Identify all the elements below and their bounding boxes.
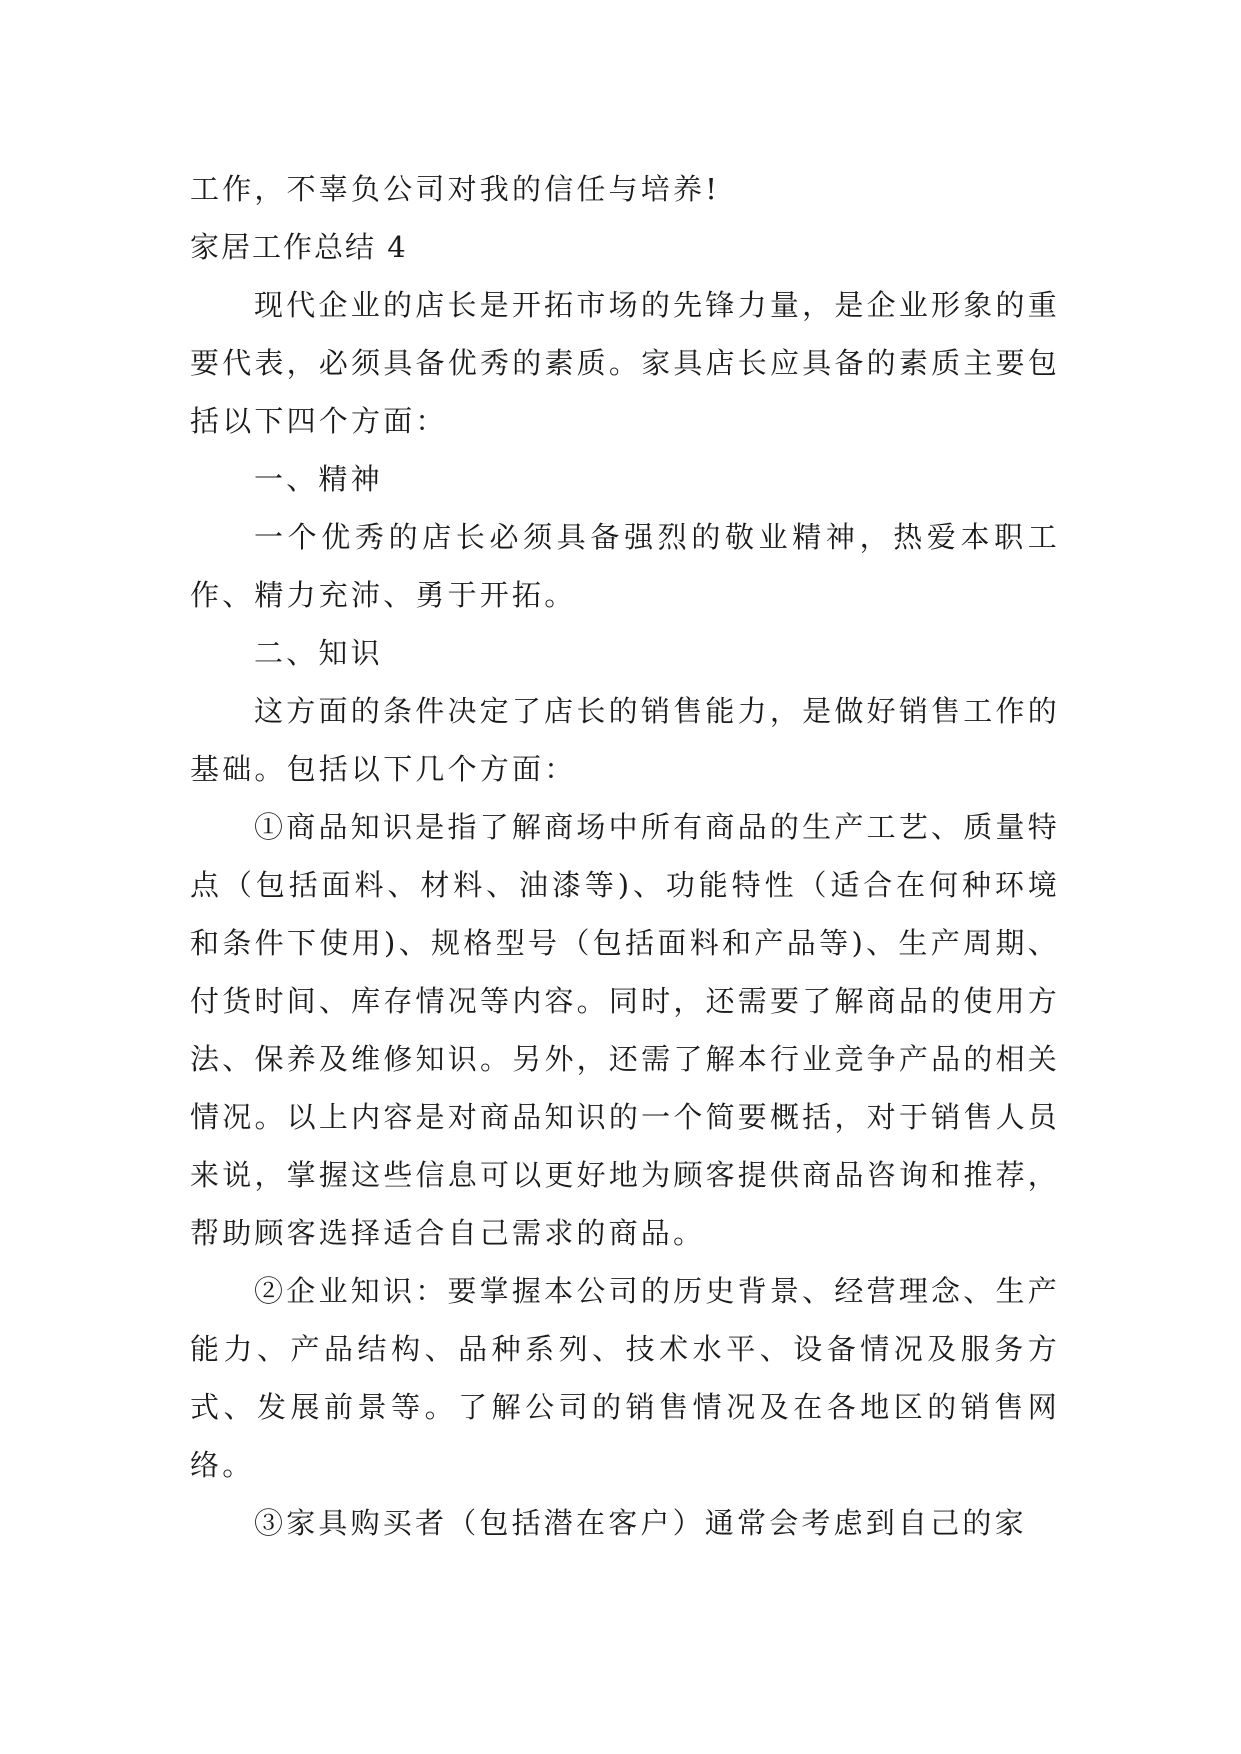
document-body: [190, 160, 1060, 1552]
intro-paragraph: 现代企业的店长是开拓市场的先锋力量，是企业形象的重要代表，必须具备优秀的素质。家具店长应具备的素质主要包括以下四个方面：: [190, 288, 1060, 438]
knowledge-intro-paragraph: 这方面的条件决定了店长的销售能力，是做好销售工作的基础。包括以下几个方面：: [190, 694, 1060, 786]
company-knowledge-paragraph: ②企业知识：要掌握本公司的历史背景、经营理念、生产能力、产品结构、品种系列、技术水平、设备情况及服务方式、发展前景等。了解公司的销售情况及在各地区的销售网络。: [190, 1274, 1060, 1482]
product-knowledge-paragraph: ①商品知识是指了解商场中所有商品的生产工艺、质量特点（包括面料、材料、油漆等)、功能特性（适合在何种环境和条件下使用)、规格型号（包括面料和产品等)、生产周期、付货时间、库存情况等内容。同时，还需要了解商品的使用方法、保养及维修知识。另外，还需了解本行业竞争产品的相关情况。以上内容是对商品知识的一个简要概括，对于销售人员来说，掌握这些信息可以更好地为顾客提供商品咨询和推荐，帮助顾客选择适合自己需求的商品。: [190, 810, 1060, 1250]
section-title: 家居工作总结 4: [190, 230, 408, 264]
carryover-line: 工作，不辜负公司对我的信任与培养!: [190, 172, 721, 206]
spirit-paragraph: 一个优秀的店长必须具备强烈的敬业精神，热爱本职工作、精力充沛、勇于开拓。: [190, 520, 1060, 612]
heading-spirit: 一、精神: [254, 462, 383, 496]
heading-knowledge: 二、知识: [254, 636, 383, 670]
buyer-knowledge-paragraph: ③家具购买者（包括潜在客户）通常会考虑到自己的家: [254, 1506, 1027, 1540]
